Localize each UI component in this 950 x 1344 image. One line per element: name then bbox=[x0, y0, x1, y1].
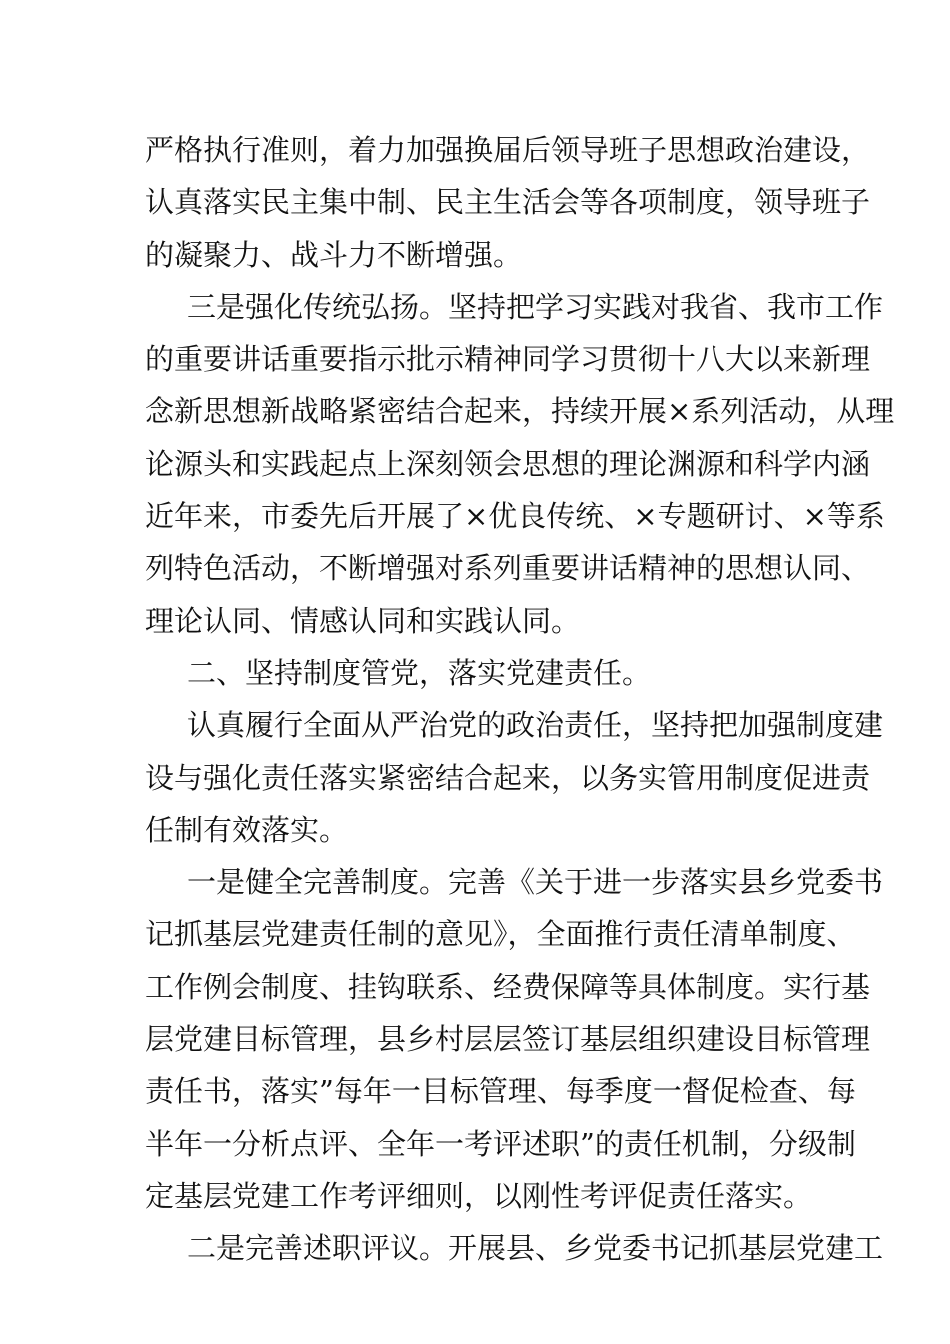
text-line: 工作例会制度、挂钩联系、经费保障等具体制度。实行基 bbox=[145, 969, 871, 1004]
text-line: 层党建目标管理，县乡村层层签订基层组织建设目标管理 bbox=[145, 1022, 871, 1057]
text-line: 理论认同、情感认同和实践认同。 bbox=[145, 603, 581, 638]
text-line: 责任书，落实”每年一目标管理、每季度一督促检查、每 bbox=[145, 1074, 856, 1109]
text-line: 定基层党建工作考评细则，以刚性考评促责任落实。 bbox=[145, 1178, 813, 1213]
document-body bbox=[145, 124, 895, 1275]
text-line: 列特色活动，不断增强对系列重要讲话精神的思想认同、 bbox=[145, 551, 871, 586]
text-line: 的重要讲话重要指示批示精神同学习贯彻十八大以来新理 bbox=[145, 342, 871, 377]
text-line: 二是完善述职评议。开展县、乡党委书记抓基层党建工 bbox=[187, 1231, 884, 1266]
text-line: 三是强化传统弘扬。坚持把学习实践对我省、我市工作 bbox=[187, 289, 884, 324]
text-line: 设与强化责任落实紧密结合起来，以务实管用制度促进责 bbox=[145, 760, 871, 795]
text-line: 论源头和实践起点上深刻领会思想的理论渊源和科学内涵 bbox=[145, 446, 871, 481]
text-line: 的凝聚力、战斗力不断增强。 bbox=[145, 237, 523, 272]
text-line: 记抓基层党建责任制的意见》，全面推行责任清单制度、 bbox=[145, 917, 856, 952]
text-line: 认真履行全面从严治党的政治责任，坚持把加强制度建 bbox=[187, 708, 884, 743]
text-line: 半年一分析点评、全年一考评述职”的责任机制，分级制 bbox=[145, 1126, 856, 1161]
text-line: 一是健全完善制度。完善《关于进一步落实县乡党委书 bbox=[187, 865, 884, 900]
text-line: 念新思想新战略紧密结合起来，持续开展×系列活动，从理 bbox=[145, 394, 895, 429]
text-line: 近年来，市委先后开展了×优良传统、×专题研讨、×等系 bbox=[145, 499, 885, 534]
text-line: 严格执行准则，着力加强换届后领导班子思想政治建设， bbox=[145, 133, 871, 167]
text-line: 二、坚持制度管党，落实党建责任。 bbox=[187, 655, 652, 690]
text-line: 认真落实民主集中制、民主生活会等各项制度，领导班子 bbox=[145, 185, 871, 220]
text-line: 任制有效落实。 bbox=[145, 812, 349, 847]
